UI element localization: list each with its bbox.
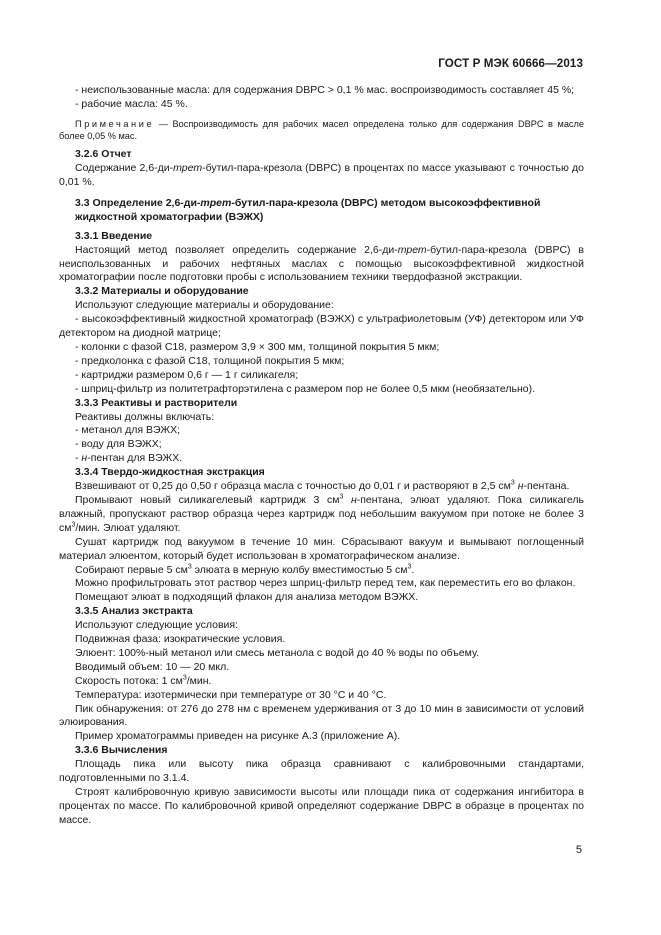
paragraph: Пик обнаружения: от 276 до 278 нм с временем удерживания от 3 до 10 мин в зависимости от условий элюирования. — [59, 702, 584, 729]
list-item: - н-пентан для ВЭЖХ. — [75, 452, 183, 465]
section-heading-3-3-6: 3.3.6 Вычисления — [75, 744, 168, 757]
list-item: - рабочие масла: 45 %. — [75, 97, 188, 110]
paragraph: Скорость потока: 1 $см^3$/мин. — [75, 674, 212, 687]
paragraph: Можно профильтровать этот раствор через шприц-фильтр перед тем, как переместить его во флакон. — [75, 577, 576, 590]
document-header: ГОСТ Р МЭК 60666—2013 — [438, 57, 583, 70]
section-heading-3-3-5: 3.3.5 Анализ экстракта — [75, 605, 193, 618]
list-item: - воду для ВЭЖХ; — [75, 438, 162, 451]
paragraph: Промывают новый силикагелевый картридж 3 $см^3$ н-пентана, элюат удаляют. Пока силикагель влажный, пропускают раствор образца через картридж под небольшим вакуумом при потоке не более 3 $см^3$/мин. Элюат удаляют. — [59, 493, 584, 534]
paragraph: Температура: изотермически при температуре от 30 °С и 40 °С. — [75, 688, 387, 701]
section-heading-3-3-4: 3.3.4 Твердо-жидкостная экстракция — [75, 466, 265, 479]
section-heading-3-2-6: 3.2.6 Отчет — [75, 148, 132, 161]
paragraph: Площадь пика или высоту пика образца сравнивают с калибровочными стандартами, подготовленными по 3.1.4. — [59, 758, 584, 785]
paragraph: Сушат картридж под вакуумом в течение 10 мин. Сбрасывают вакуум и вымывают поглощенный материал элюентом, который будет использован в хроматографическом анализе. — [59, 535, 584, 562]
paragraph: Собирают первые 5 $см^3$ элюата в мерную колбу вместимостью 5 $см^3$. — [75, 563, 415, 576]
note-text: — Воспроизводимость для рабочих масел определена только для содержания DBPC в масле более 0,05 % мас. — [59, 118, 584, 142]
note-paragraph — [59, 118, 584, 142]
list-item: - неиспользованные масла: для содержания DBPC > 0,1 % мас. воспроизводимость составляет 45 %; — [75, 84, 575, 96]
section-heading-3-3-2: 3.3.2 Материалы и оборудование — [75, 285, 249, 298]
note-label: Примечание — [75, 118, 155, 129]
list-item: - метанол для ВЭЖХ; — [75, 424, 180, 437]
list-item: - шприц-фильтр из политетрафторэтилена с размером пор не более 0,5 мкм (необязательно). — [75, 382, 536, 395]
section-heading-3-3-3: 3.3.3 Реактивы и растворители — [75, 396, 238, 409]
list-item: - высокоэффективный жидкостной хроматограф (ВЭЖХ) с ультрафиолетовым (УФ) детектором или УФ детектором на диодной матрице; — [59, 313, 584, 340]
list-item: - колонки с фазой С18, размером 3,9 × 300 мм, толщиной покрытия 5 мкм; — [75, 341, 440, 353]
list-item: - предколонка с фазой С18, толщиной покрытия 5 мкм; — [75, 354, 345, 367]
paragraph: Элюент: 100%-ный метанол или смесь метанола с водой до 40 % воды по объему. — [75, 646, 480, 659]
section-heading-3-3-1: 3.3.1 Введение — [75, 229, 153, 242]
section-heading-3-3: 3.3 Определение 2,6-ди-трет-бутил-пара-крезола (DBPC) методом высокоэффективной жидкостной хроматографии (ВЭЖХ) — [75, 196, 541, 223]
page-body — [59, 84, 584, 828]
paragraph: Строят калибровочную кривую зависимости высоты или площади пика от содержания ингибитора в процентах по массе. По калибровочной кривой определяют содержание DBPC в образце в процентах по массе. — [59, 786, 584, 826]
paragraph: Взвешивают от 0,25 до 0,50 г образца масла с точностью до 0,01 г и растворяют в 2,5 $см^3$ н-пентана. — [75, 479, 570, 493]
paragraph: Подвижная фаза: изократические условия. — [75, 633, 286, 646]
paragraph: Вводимый объем: 10 — 20 мкл. — [75, 660, 230, 673]
paragraph: Реактивы должны включать: — [75, 410, 215, 423]
paragraph: Используют следующие условия: — [75, 619, 239, 632]
paragraph: Пример хроматограммы приведен на рисунке А.3 (приложение А). — [75, 730, 401, 743]
page-number: 5 — [575, 844, 582, 856]
paragraph: Содержание 2,6-ди-трет-бутил-пара-крезола (DBPC) в процентах по массе указывают с точностью до 0,01 %. — [59, 162, 584, 189]
list-item: - картриджи размером 0,6 г — 1 г силикагеля; — [75, 368, 299, 381]
paragraph: Используют следующие материалы и оборудование: — [75, 299, 334, 312]
paragraph: Настоящий метод позволяет определить содержание 2,6-ди-трет-бутил-пара-крезола (DBPC) в неиспользованных и рабочих нефтяных маслах с помощью высокоэффективной жидкостной хроматографии после подготовки пробы с использованием техники твердофазной экстракции. — [59, 243, 584, 284]
paragraph: Помещают элюат в подходящий флакон для анализа методом ВЭЖХ. — [75, 591, 419, 604]
